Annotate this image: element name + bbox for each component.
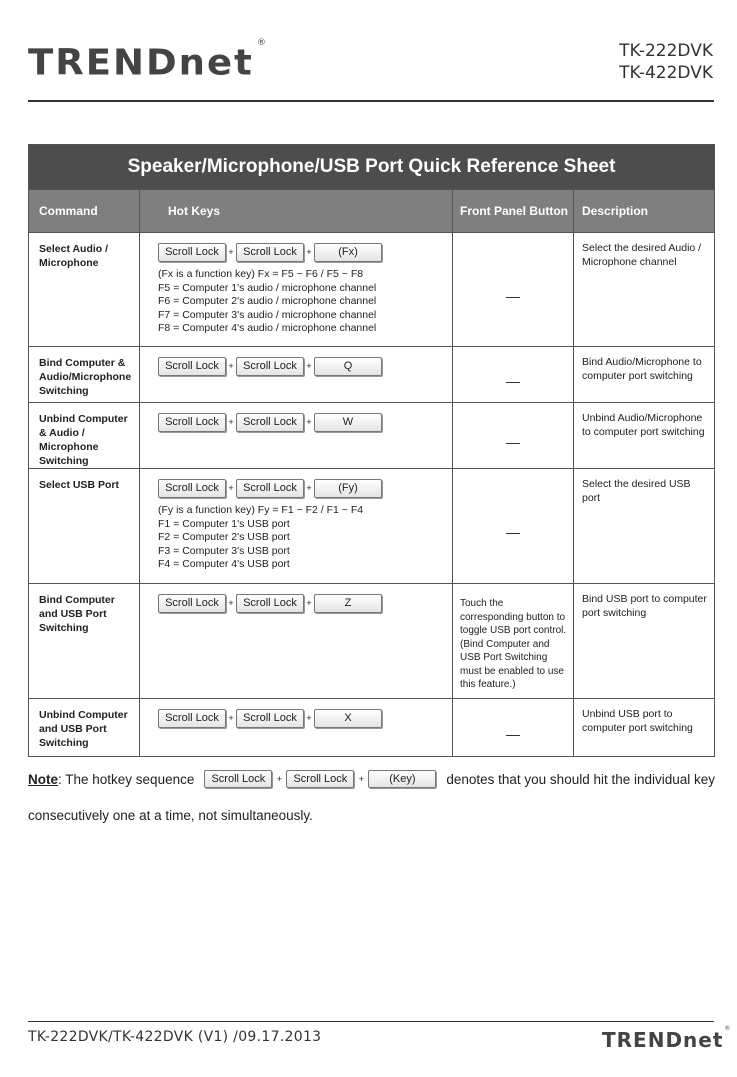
- front-panel-cell: [453, 699, 574, 757]
- description-cell: Select the desired USB port: [574, 469, 715, 584]
- hotkey-note-line: F8 = Computer 4's audio / microphone channel: [158, 322, 377, 334]
- final-key: Z: [314, 594, 382, 613]
- final-key: (Fx): [314, 243, 382, 262]
- table-row: [29, 699, 715, 757]
- front-panel-none: —: [506, 433, 520, 450]
- table-row: [29, 347, 715, 403]
- final-key: X: [314, 709, 382, 728]
- description-cell: Unbind Audio/Microphone to computer port switching: [574, 403, 715, 469]
- brand-logo: TRENDnet ®: [28, 38, 268, 83]
- footer-brand-logo: TRENDnet ®: [602, 1025, 732, 1052]
- note-text-before: : The hotkey sequence: [58, 771, 195, 787]
- hotkey-note-line: (Fx is a function key) Fx = F5 ~ F6 / F5 ~ F8: [158, 268, 364, 280]
- table-row: [29, 469, 715, 584]
- plus-sign: +: [228, 483, 234, 493]
- scroll-lock-key: Scroll Lock: [236, 479, 304, 498]
- plus-sign: +: [306, 247, 312, 257]
- hotkey-note-line: F5 = Computer 1's audio / microphone channel: [158, 281, 377, 294]
- col-command: Command: [29, 190, 140, 233]
- hotkey-note-line: F4 = Computer 4's USB port: [158, 558, 290, 570]
- front-panel-cell: [453, 469, 574, 584]
- col-description: Description: [574, 190, 715, 233]
- final-key: W: [314, 413, 382, 432]
- front-panel-none: —: [506, 372, 520, 389]
- plus-sign: +: [306, 417, 312, 427]
- plus-sign: +: [306, 598, 312, 608]
- description-cell: Select the desired Audio / Microphone channel: [574, 233, 715, 347]
- command-cell: Select Audio / Microphone: [29, 233, 140, 347]
- final-key: (Fy): [314, 479, 382, 498]
- plus-sign: +: [228, 247, 234, 257]
- front-panel-none: —: [506, 725, 520, 742]
- command-cell: Select USB Port: [29, 469, 140, 584]
- plus-sign: +: [228, 713, 234, 723]
- hotkeys-cell: [140, 347, 453, 403]
- scroll-lock-key: Scroll Lock: [158, 479, 226, 498]
- scroll-lock-key: Scroll Lock: [236, 243, 304, 262]
- command-cell: Unbind Computer and USB Port Switching: [29, 699, 140, 757]
- note-key-2: Scroll Lock: [286, 770, 354, 788]
- front-panel-none: —: [506, 524, 520, 540]
- scroll-lock-key: Scroll Lock: [158, 243, 226, 262]
- hotkey-note-line: F6 = Computer 2's audio / microphone channel: [158, 295, 377, 307]
- hotkey-sequence: [158, 478, 446, 498]
- hotkey-note-line: F7 = Computer 3's audio / microphone channel: [158, 308, 377, 321]
- front-panel-cell: [453, 403, 574, 469]
- hotkeys-cell: [140, 699, 453, 757]
- hotkey-note-line: F1 = Computer 1's USB port: [158, 517, 290, 530]
- scroll-lock-key: Scroll Lock: [158, 594, 226, 613]
- hotkey-note-line: F3 = Computer 3's USB port: [158, 544, 290, 557]
- scroll-lock-key: Scroll Lock: [236, 709, 304, 728]
- scroll-lock-key: Scroll Lock: [158, 709, 226, 728]
- model-2: TK-422DVK: [619, 63, 713, 83]
- table-row: [29, 403, 715, 469]
- table-row: [29, 233, 715, 347]
- footer-rule: [28, 1021, 714, 1022]
- note-label: Note: [28, 771, 58, 787]
- hotkeys-cell: [140, 469, 453, 584]
- front-panel-text: Touch the corresponding button to toggle USB port control. (Bind Computer and USB Port Switching must be enabled to use this feature.): [460, 598, 567, 691]
- front-panel-cell: [453, 347, 574, 403]
- hotkey-notes: [158, 268, 446, 336]
- hotkey-note-line: F2 = Computer 2's USB port: [158, 531, 290, 543]
- scroll-lock-key: Scroll Lock: [236, 413, 304, 432]
- table-row: [29, 584, 715, 699]
- command-cell: Bind Computer and USB Port Switching: [29, 584, 140, 699]
- plus-sign: +: [306, 483, 312, 493]
- plus-sign: +: [306, 361, 312, 371]
- note-key-3: (Key): [368, 770, 436, 788]
- plus-sign: +: [228, 598, 234, 608]
- scroll-lock-key: Scroll Lock: [158, 413, 226, 432]
- plus-sign: +: [228, 361, 234, 371]
- front-panel-none: —: [506, 287, 520, 304]
- note-key-1: Scroll Lock: [204, 770, 272, 788]
- scroll-lock-key: Scroll Lock: [236, 594, 304, 613]
- header-rule: [28, 100, 714, 102]
- description-cell: Bind USB port to computer port switching: [574, 584, 715, 699]
- hotkey-sequence: [158, 412, 446, 432]
- command-cell: Bind Computer & Audio/Microphone Switching: [29, 347, 140, 403]
- front-panel-cell: [453, 584, 574, 699]
- note-line-2: consecutively one at a time, not simultaneously.: [28, 808, 313, 823]
- col-front-panel: Front Panel Button: [453, 190, 574, 233]
- plus-sign: +: [228, 417, 234, 427]
- hotkey-note: [28, 770, 715, 788]
- hotkeys-cell: [140, 403, 453, 469]
- hotkey-sequence: [158, 242, 446, 262]
- quick-reference-table: [28, 144, 715, 757]
- scroll-lock-key: Scroll Lock: [236, 357, 304, 376]
- hotkeys-cell: [140, 584, 453, 699]
- description-cell: Bind Audio/Microphone to computer port switching: [574, 347, 715, 403]
- hotkey-note-line: (Fy is a function key) Fy = F1 ~ F2 / F1 ~ F4: [158, 504, 364, 516]
- hotkey-sequence: [158, 593, 446, 613]
- command-cell: Unbind Computer & Audio / Microphone Switching: [29, 403, 140, 469]
- model-1: TK-222DVK: [619, 41, 713, 61]
- col-hot-keys: Hot Keys: [140, 190, 453, 233]
- final-key: Q: [314, 357, 382, 376]
- front-panel-cell: [453, 233, 574, 347]
- plus-sign: +: [306, 713, 312, 723]
- scroll-lock-key: Scroll Lock: [158, 357, 226, 376]
- note-text-after: denotes that you should hit the individual key: [446, 771, 716, 787]
- footer-text: TK-222DVK/TK-422DVK (V1) /09.17.2013: [28, 1029, 322, 1045]
- hotkeys-cell: [140, 233, 453, 347]
- hotkey-sequence: [158, 708, 446, 728]
- hotkey-sequence: [158, 356, 446, 376]
- model-numbers: [619, 40, 713, 84]
- plus-sign: +: [276, 774, 282, 784]
- hotkey-notes: [158, 504, 446, 572]
- table-title: Speaker/Microphone/USB Port Quick Reference Sheet: [29, 145, 715, 190]
- plus-sign: +: [358, 774, 364, 784]
- description-cell: Unbind USB port to computer port switching: [574, 699, 715, 757]
